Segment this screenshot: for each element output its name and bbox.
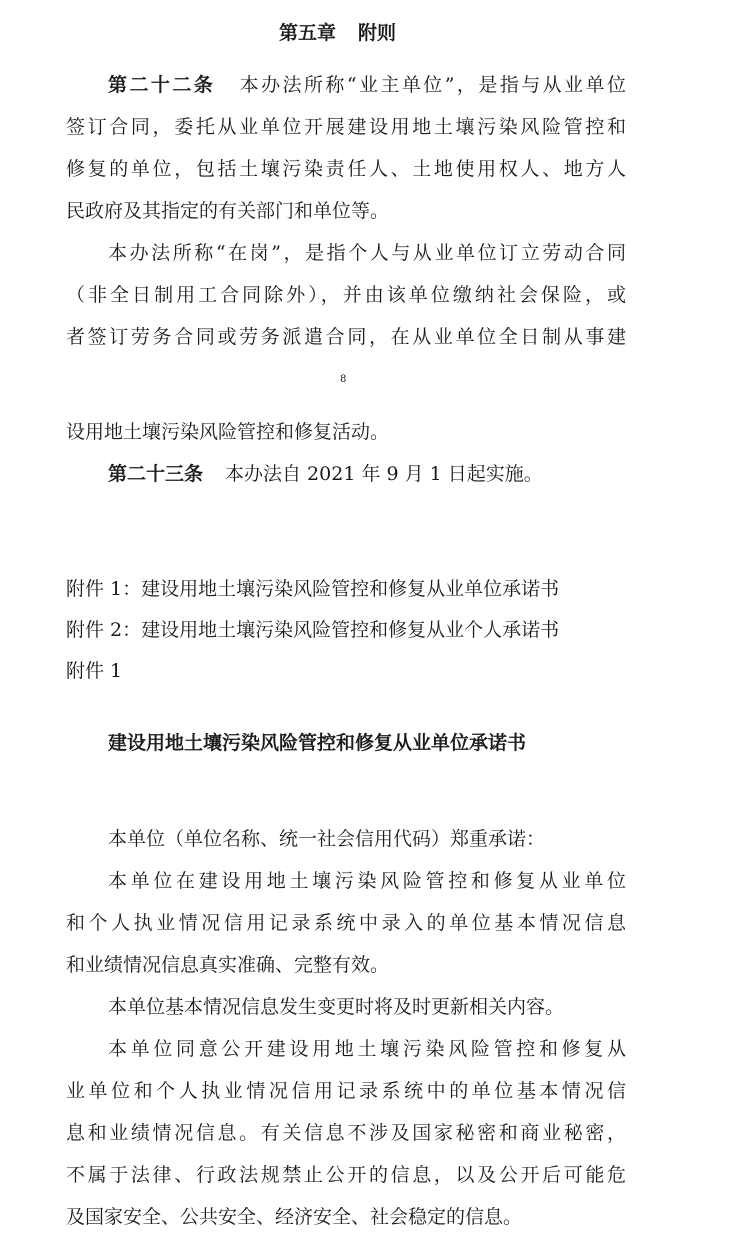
article-23-text: 本办法自 2021 年 9 月 1 日起实施。: [225, 463, 543, 485]
article-22-line-1: 第二十二条 本办法所称“业主单位”，是指与从业单位: [108, 74, 626, 96]
letter-para1-line-2: 和个人执业情况信用记录系统中录入的单位基本情况信息: [66, 912, 626, 934]
letter-para3-line-3: 息和业绩情况信息。有关信息不涉及国家秘密和商业秘密，: [66, 1122, 626, 1144]
article-22-para2-line-2: （非全日制用工合同除外），并由该单位缴纳社会保险，或: [66, 284, 626, 306]
chapter-heading: [279, 20, 396, 46]
article-22-line-4: 民政府及其指定的有关部门和单位等。: [66, 200, 390, 222]
letter-title: 建设用地土壤污染风险管控和修复从业单位承诺书: [108, 732, 527, 754]
attachment-1-line: 附件 1：建设用地土壤污染风险管控和修复从业单位承诺书: [66, 578, 560, 600]
article-22-label: 第二十二条: [108, 74, 216, 96]
letter-para1-line-3: 和业绩情况信息真实准确、完整有效。: [66, 954, 390, 976]
chapter-title: 第五章: [279, 22, 337, 44]
article-22-line-2: 签订合同，委托从业单位开展建设用地土壤污染风险管控和: [66, 116, 626, 138]
letter-intro: 本单位（单位名称、统一社会信用代码）郑重承诺：: [108, 828, 546, 850]
article-22-line-3: 修复的单位，包括土壤污染责任人、土地使用权人、地方人: [66, 158, 626, 180]
article-22-para2-line-4: 设用地土壤污染风险管控和修复活动。: [66, 421, 390, 443]
letter-para3-line-2: 业单位和个人执业情况信用记录系统中的单位基本情况信: [66, 1080, 626, 1102]
letter-para3-line-1: 本单位同意公开建设用地土壤污染风险管控和修复从: [108, 1038, 626, 1060]
letter-para3-line-5: 及国家安全、公共安全、经济安全、社会稳定的信息。: [66, 1206, 523, 1228]
page-number: 8: [340, 374, 347, 385]
article-23-label: 第二十三条: [108, 463, 204, 485]
letter-para2: 本单位基本情况信息发生变更时将及时更新相关内容。: [108, 996, 565, 1018]
article-22-para2-line-1: 本办法所称“在岗”，是指个人与从业单位订立劳动合同: [108, 242, 626, 264]
letter-para3-line-4: 不属于法律、行政法规禁止公开的信息，以及公开后可能危: [66, 1164, 626, 1186]
letter-para1-line-1: 本单位在建设用地土壤污染风险管控和修复从业单位: [108, 870, 626, 892]
chapter-name: 附则: [358, 22, 397, 44]
article-22-para2-line-3: 者签订劳务合同或劳务派遣合同，在从业单位全日制从事建: [66, 326, 626, 348]
attachment-1-header: 附件 1: [66, 660, 123, 682]
attachment-2-line: 附件 2：建设用地土壤污染风险管控和修复从业个人承诺书: [66, 619, 560, 641]
article-23: [108, 461, 626, 487]
